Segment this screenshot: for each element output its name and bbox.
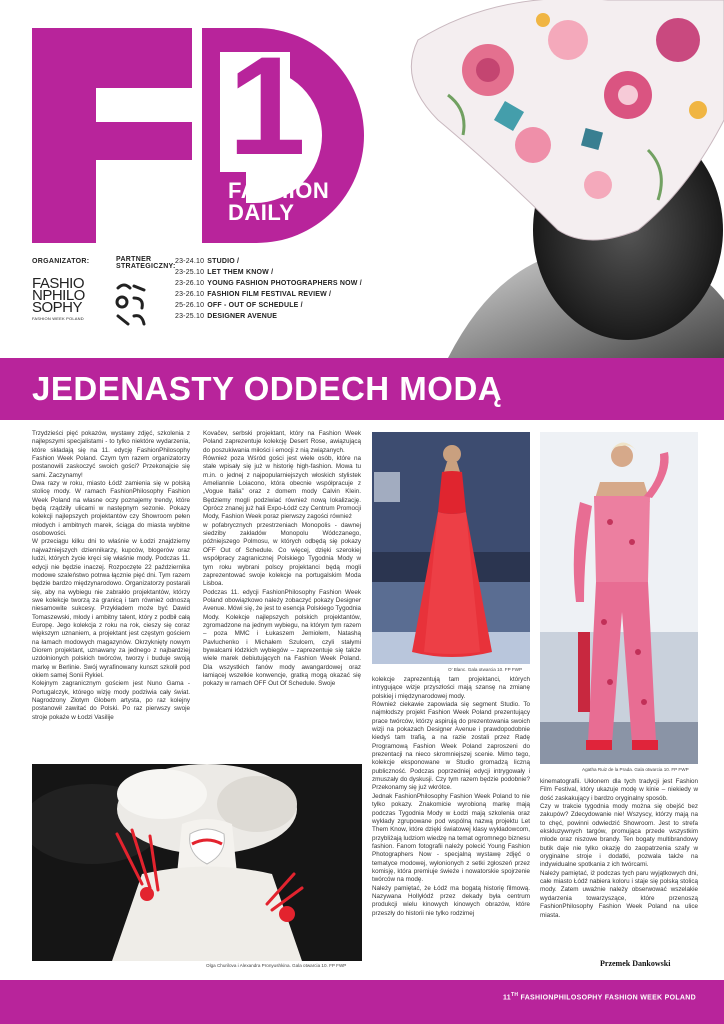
lodz-city-logo (112, 280, 150, 330)
schedule-item: 23-25.10 DESIGNER AVENUE (175, 313, 278, 320)
logo-title-line2: DAILY (228, 200, 295, 225)
fd-logo (32, 28, 372, 248)
article-column-2: Kovačev, serbski projektant, który na Fashion Week Poland zaprezentuje kolekcję Desert Rose, awiązującą do poszukiwania miłości i emocji z nią związanych. Również poza Wśród gości jest wiele osób, które na stałe wpisały się już w historię high-fashion. Mowa tu m.in. o jednej z najpopularniejszych włoskich stylistek Ameliannie Loiacono, która obecnie współpracuje z „Vogue Italia” oraz z domem mody Calvin Klein. Będziemy mogli podziwiać również nową lokalizację. Oprócz znanej już hali Expo-Łódź czy Centrum Promocji Mody, Fashion Week poraz pierwszy zagości również w pofabrycznych przestrzeniach Monopolis - dawnej siedziby zakładów Monopolu Wódczanego, późniejszego Polmosu, w których odbędą się pokazy OFF Out of Schedule. Co więcej, dzięki szerokiej współpracy zagranicznej Polskiego Tygodnia Mody w tym roku wybrani polscy projektanci będą mogli zaprezentować swoje kolekcje na portugalskim Moda Lisboa. Podczas 11. edycji FashionPhilosophy Fashion Week Poland obowiązkowo należy zobaczyć pokazy Designer Avenue. Mówi się, że jest to esencja Polskiego Tygodnia Mody. Kolekcje najlepszych polskich projektantów, zgromadzone na jednym wybiegu, na którym tym razem – poza MMC i Łukaszem Jemiołem, Natashą Pavluchenko i Michałem Szulcem, czyli stałymi bywalcami łódzkich wybiegów – zaprezentuje się także wiele marek debiutujących na Fashion Week Poland. Dla wszystkich fanów mody awangardowej oraz łamiącej wszelkie konwencje, gratką mogą okazać się pokazy w ramach OFF Out Of Schedule. Swoje (203, 430, 361, 688)
article-byline: Przemek Dankowski (600, 959, 671, 968)
event-schedule (175, 256, 362, 322)
photo-pink-jumpsuit-image (540, 432, 698, 764)
photo-white-look-image (32, 764, 362, 961)
schedule-item: 23-26.10 YOUNG FASHION PHOTOGRAPHERS NOW / (175, 280, 362, 287)
caption-white-look: Olga Churilova i Alexandra Pronyushkina. Gala otwarcia 10. FP FWP (206, 963, 347, 968)
article-headline: JEDENASTY ODDECH MODĄ (32, 370, 503, 407)
schedule-item: 23-25.10 LET THEM KNOW / (175, 269, 274, 276)
partner-label (116, 256, 176, 270)
cover-artwork (378, 0, 724, 358)
partner-label-line2: STRATEGICZNY: (116, 263, 176, 270)
photo-white-look (32, 764, 362, 961)
footer-edition-number: 11 (503, 994, 511, 1002)
footer-edition-suffix: TH (511, 992, 519, 998)
article-column-4: kinematografii. Ukłonem dla tych tradycji jest Fashion Film Festival, który ukazuje modę w kinie – niekiedy w dość zaskakujący i bardzo oryginalny sposób. Czy w trakcie tygodnia mody można się obejść bez zakupów? Zdecydowanie nie! Wszyscy, którzy mają na to chęć, powinni odwiedzić Showroom. Jest to strefa ekskluzywnych targów, promująca przede wszystkim młode oraz niszowe brandy. Ten bogaty multibrandowy butik daje nie tylko okazję do zaopatrzenia szafy w oryginalne stroje i dodatki, pozwala także na indywidualne spotkania z ich twórcami. Należy pamiętać, iż podczas tych paru wyjątkowych dni, całe miasto Łódź nabiera koloru i staje się polską stolicą mody. Zatem uważnie należy obserwować wszelakie wydarzenia towarzyszące, które przenoszą FashionPhilosophy Fashion Week Poland na ulice miasta. (540, 778, 698, 919)
footer-band (0, 980, 724, 1024)
logo-letter-f (32, 28, 192, 243)
logo-numeral: 1 (228, 27, 306, 184)
organizer-logo-line3: SOPHY (32, 299, 83, 316)
logo-title-line1: FASHION (228, 178, 330, 203)
logo-title (228, 180, 329, 224)
organizer-label: ORGANIZATOR: (32, 258, 90, 265)
schedule-item: 23-24.10 STUDIO / (175, 258, 240, 265)
schedule-item: 23-26.10 FASHION FILM FESTIVAL REVIEW / (175, 291, 332, 298)
organizer-logo-sub: FASHION WEEK POLAND (32, 316, 84, 321)
footer-event-name: FASHIONPHILOSOPHY FASHION WEEK POLAND (518, 994, 696, 1002)
article-column-1: Trzydzieści pięć pokazów, wystawy zdjęć, szkolenia z najlepszymi specjalistami - to tylko niektóre wydarzenia, które składają się na 11. edycję FashionPhilosophy Fashion Week Poland. Czym tym razem organizatorzy postanowili zaskoczyć swoich gości? Przekonajcie się sami. Zaczynamy! Dwa razy w roku, miasto Łódź zamienia się w polską stolicę mody. W ramach FashionPhilosophy Fashion Week Poland na własne oczy poznajemy trendy, które będą rządziły ulicami w następnym sezonie. Pokazy kolekcji najlepszych projektantów czy Showroom pełen młodych i ambitnych marek, ściąga do miasta wybitne osobowości. W przeciągu kilku dni to właśnie w Łodzi znajdziemy najważniejszych dziennikarzy, kupców, blogerów oraz ludzi, których życie kręci się właśnie mody. Podczas 11. edycji nie będzie inaczej. Rozpoczęte 22 października modowe szaleństwo potrwa łącznie pięć dni. Tym razem będzie bardzo międzynarodowo. Organizatorzy postarali się, aby na wybiegu nie zabrakło projektantów, którzy swe kolekcje tworzą za granicą i tam również odnoszą niesamowite sukcesy. Przykładem może być Dawid Tomaszewski, młody i ambitny talent, który z podbił całą Europę. Jego kolekcja z roku na rok, cieszy się coraz większym uznaniem, a projektant jest częstym gościem na łamach modowych magazynów. Okrzyknięty nowym Diorem projektant, uznawany za jednego z najbardziej uzdolnionych polskich twórców, tworzy i buduje swoją markę w Berlinie. Swój wyrafinowany kunszt szkolił pod okiem samej Sonii Rykiel. Kolejnym zagranicznym gościem jest Nuno Gama - Portugalczyk, którego wizję mody podziwia cały świat. Nagrodzony Złotym Globem artysta, po raz kolejny postanowił zawitać do Polski. Po raz pierwszy swoje stroje pokaże w Łodzi Vasilije (32, 430, 190, 721)
photo-pink-jumpsuit (540, 432, 698, 764)
caption-pink-jumpsuit: Agatha Ruiz de la Prada. Gala otwarcia 10. FP FWP (582, 767, 689, 772)
caption-red-dress: O' Blanc. Gala otwarcia 10. FP FWP (448, 667, 523, 672)
fashionphilosophy-logo (32, 275, 102, 321)
photo-red-dress-image (372, 432, 530, 664)
partner-label-line1: PARTNER (116, 256, 152, 263)
schedule-item: 25-26.10 OFF - OUT OF SCHEDULE / (175, 302, 303, 309)
article-column-3: kolekcje zaprezentują tam projektanci, których intrygujące wizje przyszłości mają szansę na zmianę polskiej i międzynarodowej mody. Również ciekawie zapowiada się segment Studio. To najmłodszy projekt Fashion Week Poland prezentujący prace twórców, którzy aspirują do prezentowania swoich wizji na pokazach Designer Avenue i prawdopodobnie kiedyś tam trafią, a na razie zostali przez Radę Programową Fashion Week Poland zaproszeni do prezentacji na nieco skromniejszej scenie. Mimo tego, kolekcje eksponowane w Studio gromadzą liczną publiczność. Podczas poprzedniej edycji intrygowały i zmuszały do dyskusji. Czy tym razem będzie podobnie? Przekonamy się już wkrótce. Jednak FashionPhilosophy Fashion Week Poland to nie tylko pokazy. Znakomicie wyrobioną markę mają podczas Tygodnia Mody w Łodzi mają szkolenia oraz wykłady zgrupowane pod wspólną nazwą projektu Let Them Know, które dzięki światowej klasy wykładowcom, przybliżają ludziom wiedzę na temat ogromnego biznesu fashion. Fanom fotografii należy polecić Young Fashion Photographers Now - specjalną wystawę zdjęć o tematyce modowej, wyłonionych z setki zgłoszeń przez komisję, która premiuje świeże i nowatorskie spojrzenie twórców na modę. Należy pamiętać, że Łódź ma bogatą historię filmową. Nazywana Hollyłódź przez dekady była centrum produkcji wielu kinowych kinowych obrazów, które przeszły do historii nie tylko rodzimej (372, 676, 530, 917)
footer-text (503, 992, 696, 1001)
photo-red-dress (372, 432, 530, 664)
cover-artwork-illustration (378, 0, 724, 358)
organizer-logo-line1: FASHIO (32, 275, 85, 292)
organizer-logo-line2: NPHILO (32, 287, 85, 304)
